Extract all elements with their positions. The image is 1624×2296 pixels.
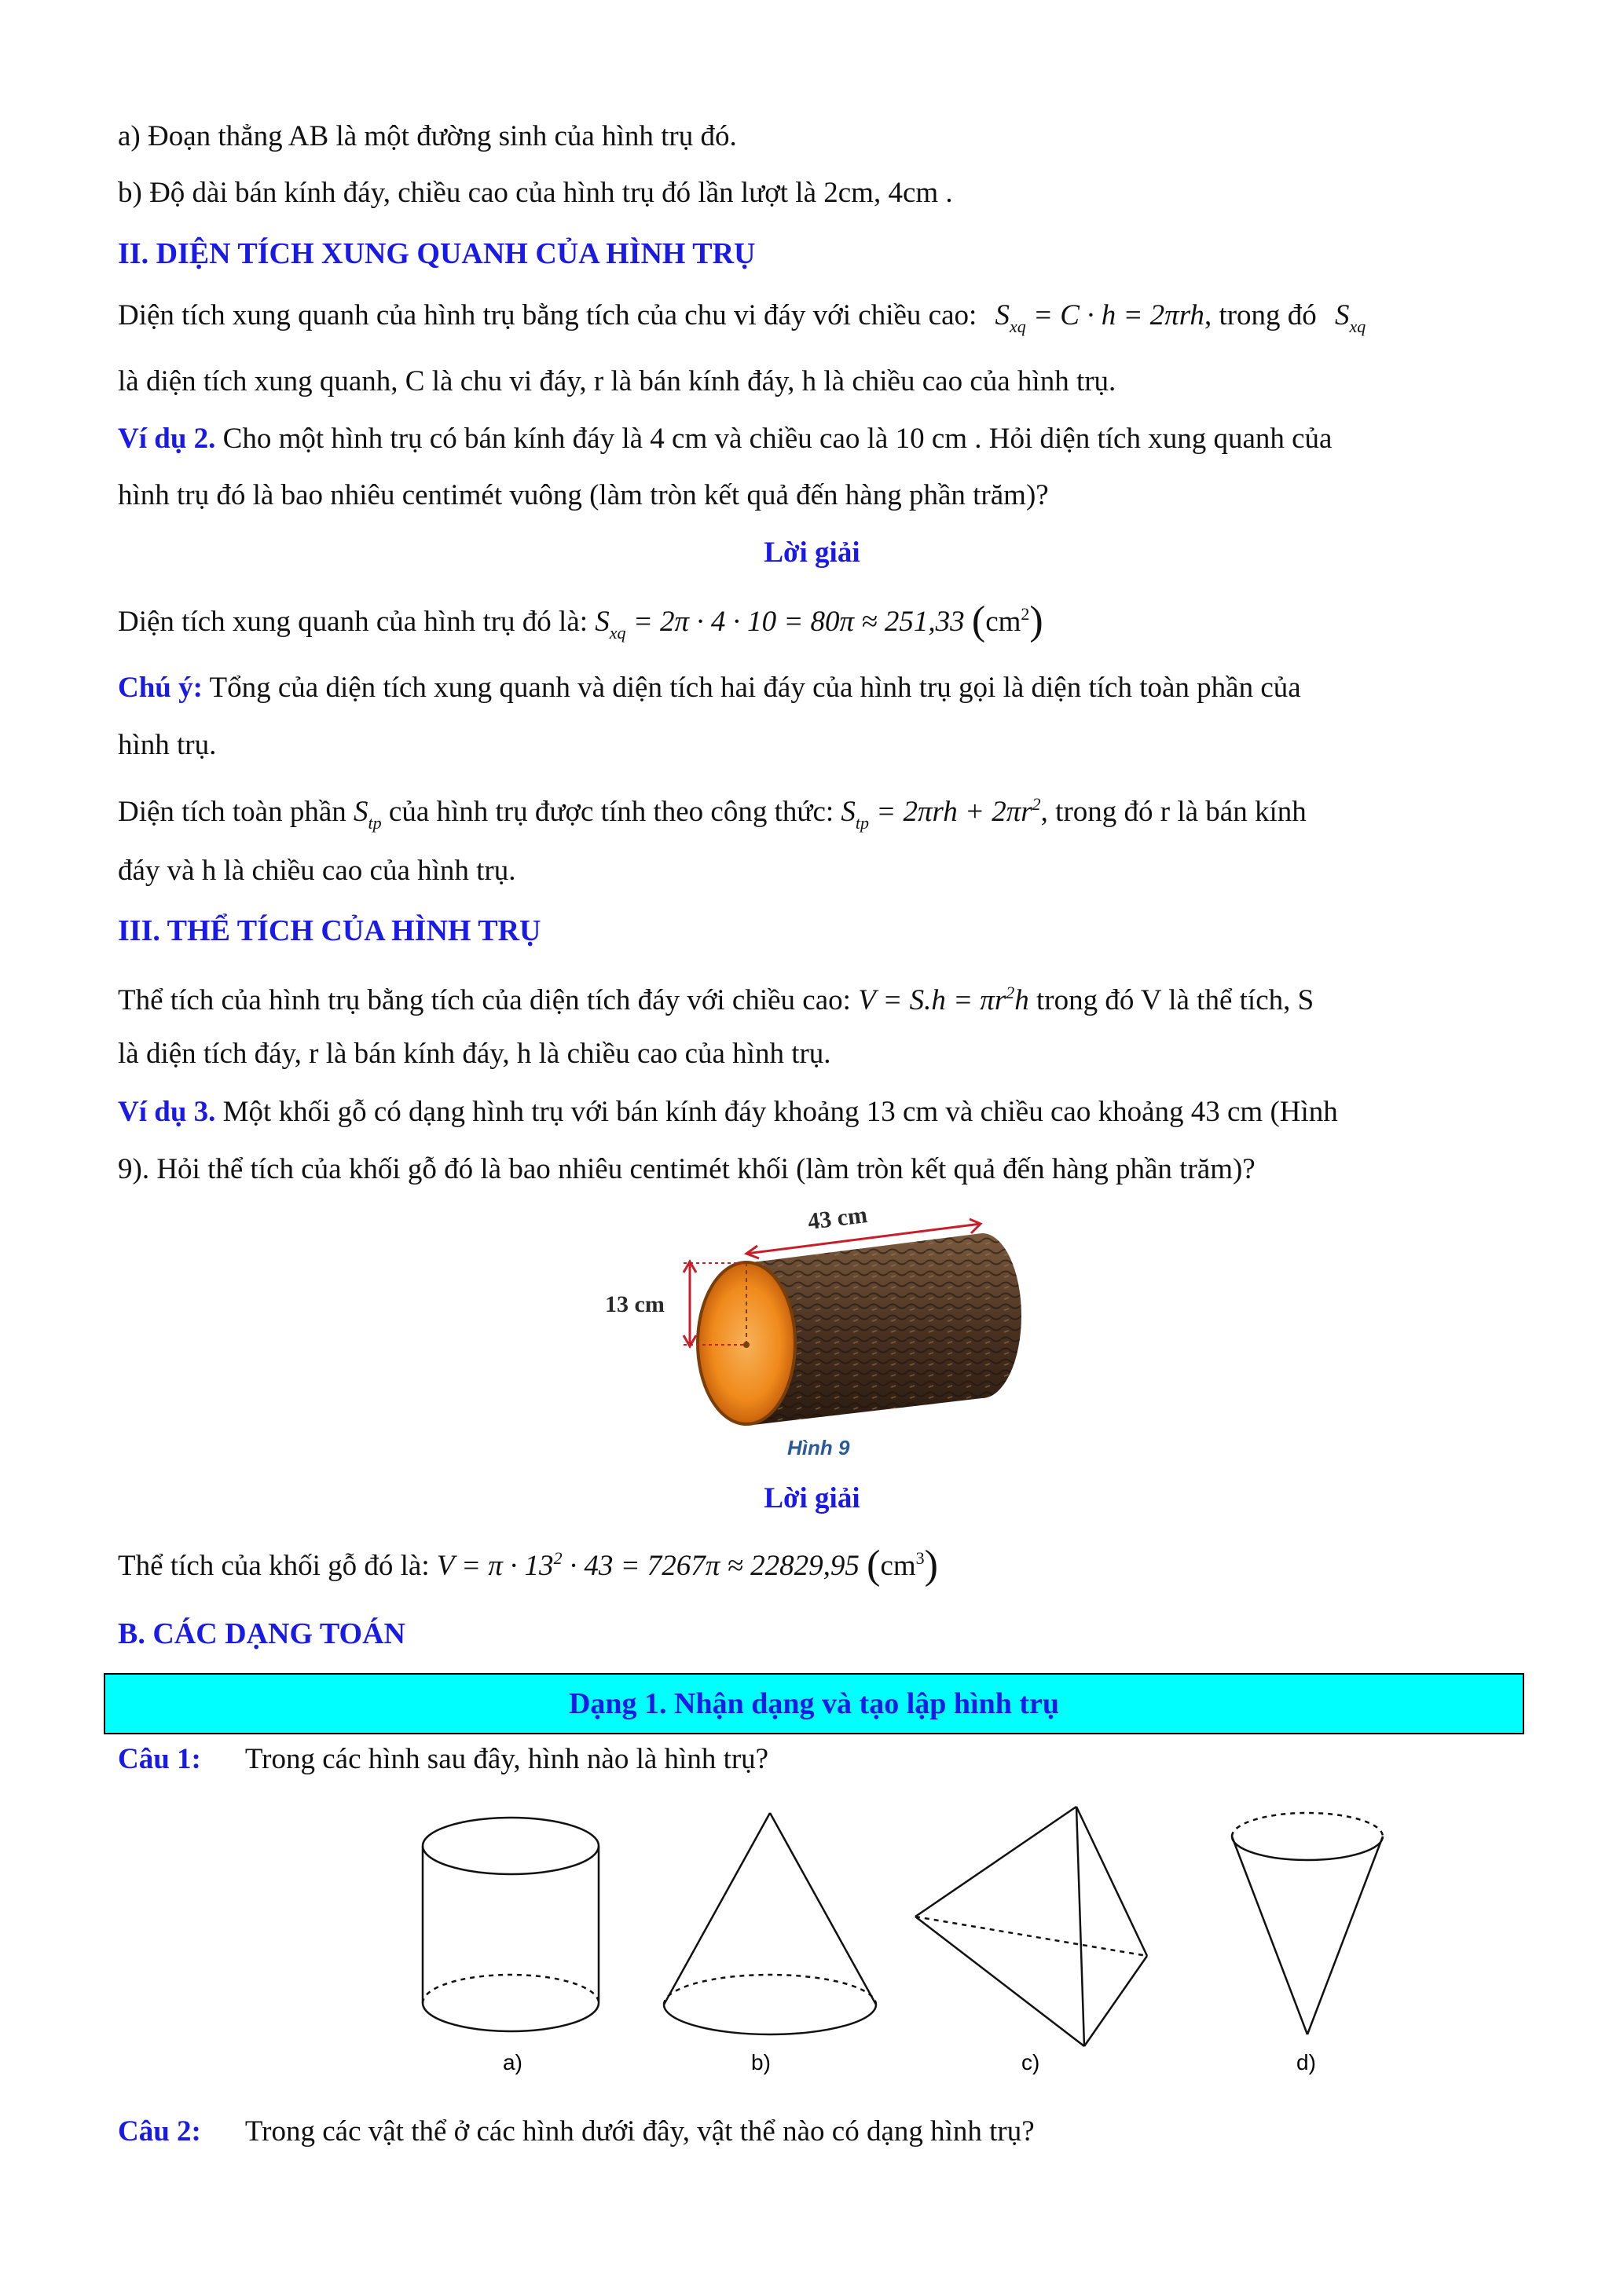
- question-1-label: Câu 1:: [118, 1743, 201, 1775]
- line-b-math: 2cm, 4cm: [823, 177, 939, 209]
- unit: cm: [985, 606, 1021, 638]
- tp-post: , trong đó r là bán kính: [1040, 796, 1307, 828]
- solution-label-2: Lời giải: [764, 1482, 860, 1514]
- total-area-line-2: đáy và h là chiều cao của hình trụ.: [118, 855, 516, 887]
- formula-h: h: [1014, 984, 1029, 1016]
- shape-b-cone: [664, 1813, 876, 2034]
- shape-d-inverted-cone: [1232, 1813, 1383, 2034]
- section-2-title: II. DIỆN TÍCH XUNG QUANH CỦA HÌNH TRỤ: [118, 237, 756, 270]
- solution-formula: [595, 606, 965, 643]
- shape-c-pyramid: [915, 1807, 1147, 2046]
- formula-sup: 2: [1006, 983, 1015, 1002]
- figure-caption: Hình 9: [787, 1436, 850, 1459]
- example-3-text: Một khối gỗ có dạng hình trụ với bán kính đáy khoảng 13 cm và chiều cao khoảng 43 cm (Hình: [215, 1096, 1338, 1128]
- formula-rest: = 2πrh + 2πr: [869, 796, 1032, 828]
- line-b: [118, 174, 953, 212]
- volume-formula: [858, 984, 1029, 1016]
- example-3-line-2: 9). Hỏi thể tích của khối gỗ đó là bao nhiêu centimét khối (làm tròn kết quả đến hàng phần trăm)?: [118, 1153, 1256, 1185]
- example-3: [118, 1093, 1338, 1131]
- section-b-title: B. CÁC DẠNG TOÁN: [118, 1617, 405, 1650]
- unit-sup: 2: [1021, 604, 1030, 624]
- question-1-text: Trong các hình sau đây, hình nào là hình trụ?: [244, 1743, 769, 1775]
- shape-label-c: c): [1021, 2050, 1040, 2074]
- question-2: [118, 2113, 1035, 2151]
- para-post: , trong đó: [1204, 299, 1317, 331]
- para-post: trong đó V là thể tích, S: [1028, 984, 1314, 1016]
- symbol-sub: xq: [1349, 317, 1366, 336]
- example-2-text: Cho một hình trụ có bán kính đáy là 4 cm và chiều cao là 10 cm . Hỏi diện tích xung quanh của: [215, 423, 1333, 455]
- section-3-title: III. THỂ TÍCH CỦA HÌNH TRỤ: [118, 914, 541, 947]
- solution-2: [118, 595, 1043, 652]
- paren-open: (: [867, 1543, 881, 1587]
- paren-open: (: [971, 599, 986, 643]
- shapes-figure: [393, 1799, 1399, 2089]
- symbol-S: S: [354, 796, 368, 828]
- formula-sup: 2: [1032, 794, 1041, 814]
- length-label: 43 cm: [806, 1202, 869, 1235]
- formula-main: V = π · 13: [436, 1550, 554, 1582]
- solution-formula: [437, 1550, 860, 1582]
- solution-text: Diện tích xung quanh của hình trụ đó là:: [118, 606, 596, 638]
- formula-rest: = C · h = 2πrh: [1025, 299, 1204, 331]
- total-area-para: [118, 785, 1307, 842]
- shape-label-a: a): [503, 2050, 522, 2074]
- note-line-2: hình trụ.: [118, 729, 217, 761]
- note-label: Chú ý:: [118, 672, 203, 704]
- example-2-line-2: hình trụ đó là bao nhiêu centimét vuông (làm tròn kết quả đến hàng phần trăm)?: [118, 479, 1049, 511]
- log-figure: [605, 1202, 1029, 1461]
- note-text: Tổng của diện tích xung quanh và diện tích hai đáy của hình trụ gọi là diện tích toàn phần của: [202, 672, 1301, 704]
- solution-text: Thể tích của khối gỗ đó là:: [118, 1550, 437, 1582]
- line-a: a) Đoạn thẳng AB là một đường sinh của hình trụ đó.: [118, 120, 737, 152]
- question-2-label: Câu 2:: [118, 2115, 201, 2148]
- question-1: [118, 1741, 768, 1778]
- formula-main: V = S.h = πr: [858, 984, 1006, 1016]
- radius-label: 13 cm: [605, 1291, 665, 1317]
- dang-1-banner: Dạng 1. Nhận dạng và tạo lập hình trụ: [104, 1673, 1524, 1734]
- formula-rest: · 43 = 7267π ≈ 22829,95: [562, 1550, 860, 1582]
- note: [118, 669, 1301, 707]
- line-b-end: .: [945, 177, 953, 209]
- para-text: Diện tích xung quanh của hình trụ bằng tích của chu vi đáy với chiều cao:: [118, 299, 977, 331]
- formula-S: S: [841, 796, 856, 828]
- symbol-sub: tp: [368, 813, 382, 833]
- shape-a-cylinder: [423, 1818, 599, 2031]
- tp-symbol: [354, 796, 382, 833]
- section-3-para-2: là diện tích đáy, r là bán kính đáy, h là chiều cao của hình trụ.: [118, 1038, 831, 1070]
- formula-sub: xq: [1010, 317, 1026, 336]
- formula-sub: xq: [609, 623, 626, 643]
- formula-S: S: [595, 606, 610, 638]
- tp-text: Diện tích toàn phần: [118, 796, 354, 828]
- unit: cm: [880, 1550, 916, 1582]
- shape-label-d: d): [1296, 2050, 1316, 2074]
- tp-formula: [841, 794, 1041, 833]
- formula-S: S: [995, 299, 1010, 331]
- example-2: [118, 420, 1332, 458]
- formula-sxq: [995, 299, 1204, 336]
- formula-sup: 2: [553, 1548, 563, 1568]
- section-2-para-1: [118, 297, 1366, 346]
- symbol-S: S: [1335, 299, 1350, 331]
- tp-mid: của hình trụ được tính theo công thức:: [381, 796, 841, 828]
- line-b-text: b) Độ dài bán kính đáy, chiều cao của hình trụ đó lần lượt là: [118, 177, 824, 209]
- example-3-label: Ví dụ 3.: [118, 1096, 216, 1128]
- paren-close: ): [924, 1543, 938, 1587]
- question-2-text: Trong các vật thể ở các hình dưới đây, vật thể nào có dạng hình trụ?: [244, 2115, 1035, 2148]
- solution-3: [118, 1540, 938, 1585]
- unit-sup: 3: [915, 1548, 925, 1568]
- solution-label-1: Lời giải: [764, 536, 860, 569]
- shape-label-b: b): [751, 2050, 771, 2074]
- formula-sub: tp: [855, 813, 870, 833]
- example-2-label: Ví dụ 2.: [118, 423, 216, 455]
- symbol-sxq: [1335, 299, 1366, 336]
- section-2-para-2: là diện tích xung quanh, C là chu vi đáy, r là bán kính đáy, h là chiều cao của hình trụ.: [118, 365, 1116, 397]
- formula-rest: = 2π · 4 · 10 = 80π ≈ 251,33: [625, 606, 965, 638]
- paren-close: ): [1029, 599, 1043, 643]
- para-text: Thể tích của hình trụ bằng tích của diện tích đáy với chiều cao:: [118, 984, 859, 1016]
- section-3-para-1: [118, 974, 1314, 1020]
